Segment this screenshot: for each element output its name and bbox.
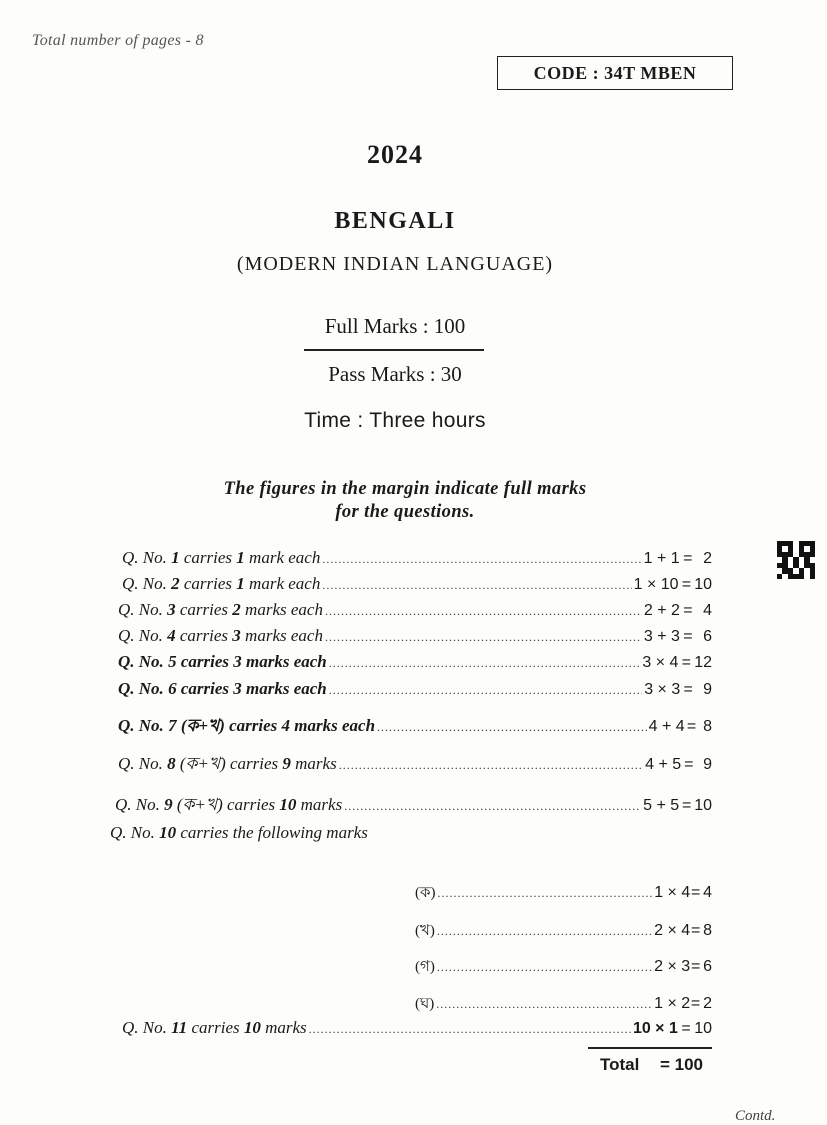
instruction-line: for the questions. [335,502,475,522]
total-value: = 100 [660,1055,704,1074]
marks-result: 9 [703,756,712,773]
question-label: Q. No. 5 carries 3 marks each [118,652,327,671]
equals-sign: = [681,576,692,593]
question-row [122,574,712,594]
marks-calc: 1 × 10 [633,576,679,593]
q10-part-row [415,919,712,944]
total-divider [588,1047,712,1049]
leader-dots [329,683,642,698]
q11-row [122,1018,712,1038]
marks-calc: 1 × 4 [654,884,691,901]
total-label: Total [600,1055,640,1074]
marks-calc: 4 + 4 [648,718,685,735]
marks-result: 10 [694,576,712,593]
part-label: (ঘ) [415,996,435,1012]
leader-dots [437,924,652,939]
q11-label: Q. No. 11 carries 10 marks [122,1018,307,1037]
equals-sign: = [690,922,701,939]
leader-dots [325,604,642,619]
marks-calc: 5 + 5 [643,797,680,814]
leader-dots [344,799,641,814]
pass-marks: Pass Marks : 30 [328,362,462,386]
marks-calc: 1 × 2 [654,995,691,1012]
equals-sign: = [690,995,701,1012]
leader-dots [339,758,643,773]
exam-year: 2024 [367,140,423,169]
q10-part-row [415,992,712,1017]
equals-sign: = [683,681,693,698]
marks-result: 8 [703,718,712,735]
marks-result: 8 [703,922,712,939]
question-label: Q. No. 2 carries 1 mark each [122,574,321,593]
q11-result: 10 [694,1020,712,1037]
marks-result: 2 [703,550,713,567]
marks-result: 6 [703,628,712,645]
part-label: (ক) [415,885,436,901]
question-label: Q. No. 8 (ক+খ) carries 9 marks [118,754,337,773]
question-label: Q. No. 3 carries 2 marks each [118,600,323,619]
question-row [118,600,712,620]
equals-sign: = [683,628,693,645]
equals-sign: = [683,550,693,567]
leader-dots [329,656,641,671]
leader-dots [437,886,652,901]
q11-calc: 10 × 1 [632,1020,678,1037]
marks-result: 12 [694,654,712,671]
q10-part-row [415,881,712,906]
leader-dots [322,552,641,567]
equals-sign: = [686,718,697,735]
part-label: (খ) [415,923,435,939]
marks-calc: 3 × 4 [642,654,679,671]
question-label: Q. No. 1 carries 1 mark each [122,548,321,567]
marks-calc: 4 + 5 [645,756,682,773]
leader-dots [322,578,631,593]
question-label: Q. No. 4 carries 3 marks each [118,626,323,645]
question-label: Q. No. 6 carries 3 marks each [118,679,327,698]
question-row [118,713,712,741]
marks-result: 2 [703,995,712,1012]
question-row [118,652,712,672]
continued-note: Contd. [735,1108,776,1124]
marks-calc: 2 × 3 [654,958,691,975]
equals-sign: = [683,602,693,619]
equals-sign: = [684,756,694,773]
paper-code-box: CODE : 34T MBEN [497,56,733,90]
marks-calc: 1 + 1 [643,550,680,567]
leader-dots [309,1022,631,1037]
question-row [118,679,712,699]
marks-result: 9 [703,681,713,698]
equals-sign: = [682,797,692,814]
question-row [115,792,712,820]
question-label: Q. No. 9 (ক+খ) carries 10 marks [115,795,343,814]
leader-dots [325,630,642,645]
full-marks: Full Marks : 100 [324,314,466,338]
question-label: Q. No. 7 (ক+খ) carries 4 marks each [118,716,376,735]
question-row [118,751,712,779]
equals-sign: = [681,654,691,671]
instruction-line: The figures in the margin indicate full marks [223,479,587,499]
leader-dots [437,960,652,975]
marks-calc: 3 × 3 [644,681,681,698]
subject-subtitle: (MODERN INDIAN LANGUAGE) [236,253,554,275]
question-row [122,548,712,568]
marks-divider [304,349,484,351]
exam-time: Time : Three hours [304,409,486,432]
marks-calc: 2 + 2 [643,602,680,619]
q10-part-row [415,955,712,980]
part-label: (গ) [415,959,435,975]
marks-calc: 2 × 4 [654,922,691,939]
instructions [160,478,650,524]
marks-result: 4 [703,602,712,619]
q10-label: Q. No. 10 carries the following marks [110,823,368,842]
qr-code-icon [777,541,815,579]
question-row [118,626,712,646]
marks-calc: 3 + 3 [643,628,680,645]
marks-result: 10 [694,797,712,814]
leader-dots [377,720,647,735]
subject-title: BENGALI [334,208,456,234]
marks-result: 6 [703,958,712,975]
q11-equals: = [681,1020,691,1037]
q10-row [110,823,368,843]
equals-sign: = [691,884,701,901]
marks-result: 4 [703,884,712,901]
equals-sign: = [690,958,701,975]
total-pages-note: Total number of pages - 8 [32,32,204,49]
leader-dots [436,997,652,1012]
